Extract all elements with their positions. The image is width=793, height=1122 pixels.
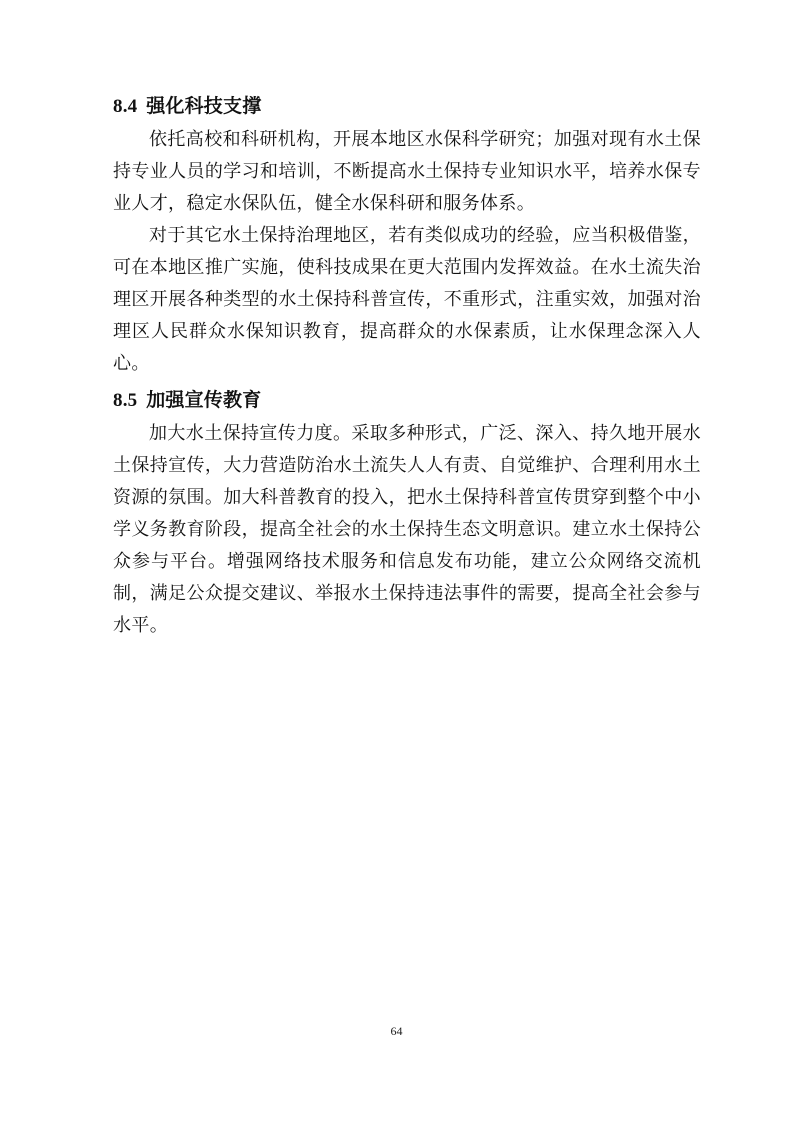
section-number: 8.5 bbox=[113, 390, 138, 411]
section-title: 强化科技支撑 bbox=[146, 95, 262, 117]
paragraph: 加大水土保持宣传力度。采取多种形式，广泛、深入、持久地开展水土保持宣传，大力营造防治水土流失人人有责、自觉维护、合理利用水土资源的氛围。加大科普教育的投入，把水土保持科普宣传贯穿到整个中小学义务教育阶段，提高全社会的水土保持生态文明意识。建立水土保持公众参与平台。增强网络技术服务和信息发布功能，建立公众网络交流机制，满足公众提交建议、举报水土保持违法事件的需要，提高全社会参与水平。 bbox=[113, 423, 701, 636]
section-number: 8.4 bbox=[113, 96, 138, 117]
section-8-4 bbox=[113, 88, 701, 380]
paragraph: 依托高校和科研机构，开展本地区水保科学研究；加强对现有水土保持专业人员的学习和培训，不断提高水土保持专业知识水平，培养水保专业人才，稳定水保队伍，健全水保科研和服务体系。 bbox=[113, 129, 701, 214]
page-number: 64 bbox=[390, 1024, 403, 1038]
section-heading bbox=[113, 88, 701, 124]
section-title: 加强宣传教育 bbox=[146, 389, 262, 411]
document-body bbox=[113, 88, 701, 642]
paragraph: 对于其它水土保持治理地区，若有类似成功的经验，应当积极借鉴，可在本地区推广实施，使科技成果在更大范围内发挥效益。在水土流失治理区开展各种类型的水土保持科普宣传，不重形式，注重实效，加强对治理区人民群众水保知识教育，提高群众的水保素质，让水保理念深入人心。 bbox=[113, 225, 701, 374]
section-heading bbox=[113, 382, 701, 418]
section-8-5 bbox=[113, 382, 701, 642]
